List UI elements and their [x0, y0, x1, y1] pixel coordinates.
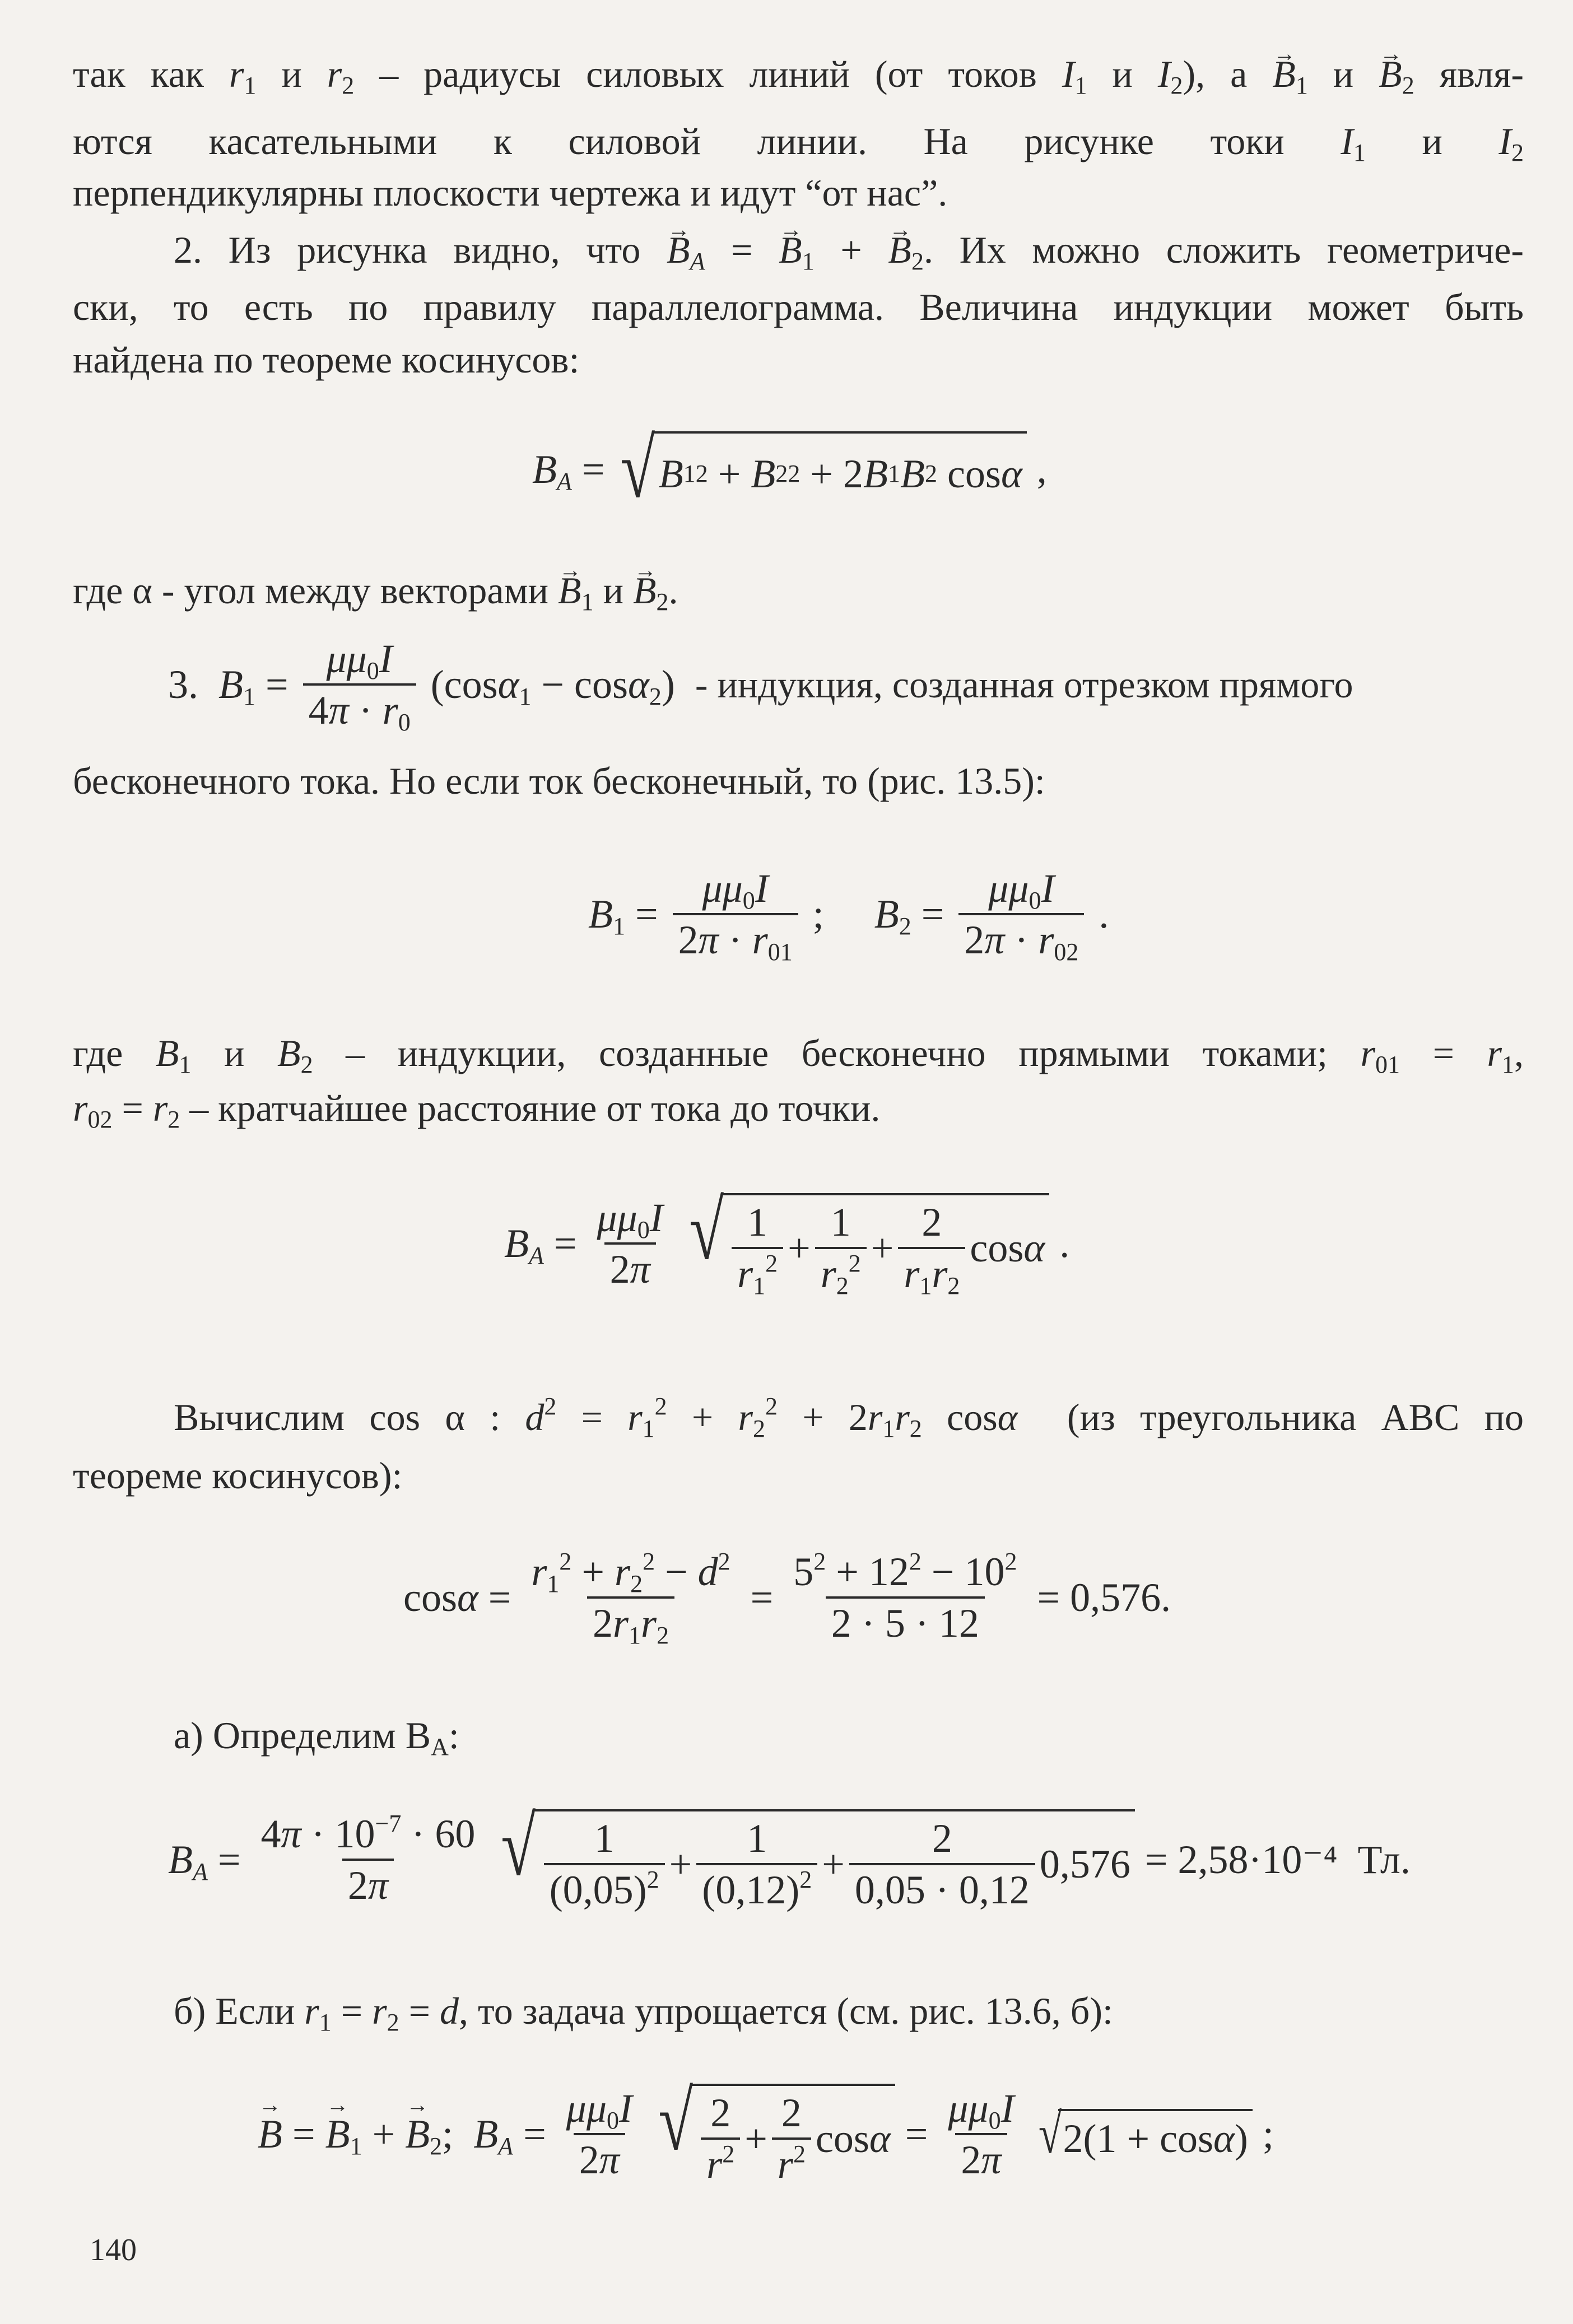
text-line-4: 2. Из рисунка видно, что → $B_A$ = → $B_1$ + → $B_2$. Их можно сложить геометриче- [174, 225, 1524, 274]
text-line-5: ски, то есть по правилу параллелограмма. Величина индукции может быть [73, 286, 1524, 328]
text-line-7: где α - угол между векторами → $B_1$ $и \to B_2$. [73, 566, 1524, 615]
text-line-10: где $B_1$ и $B_2$ – индукции, созданные бесконечно прямыми токами; $r_{01} = r_1$, [73, 1032, 1524, 1078]
equation-ba-cosine: $B_A$ = √ B 1 2 + B 2 2 + 2 B 1 B 2 cos α , [532, 422, 1047, 515]
text-line-11: $r_{02} = r_2$ – кратчайшее расстояние от тока до точки. [73, 1087, 881, 1133]
text-line-12: Вычислим cos α : $d^2 = r_1^2 + r_2^2 + 2r_1r_2$ cosα (из треугольника ABC по [174, 1392, 1524, 1442]
equation-ba-equal-distances: → B = → $B_1$ + → $B_2$; $B_A$ = $\frac{\mu\mu_0I}{2\pi}$ √ $\frac{2}{r^2}$ + $\frac{2}{r^2}$ cos α = $\frac{\mu\mu_0I}{2\pi}$ √ 2(1 + cos α ) ; [258, 2084, 1274, 2185]
text-line-15: б) Если $r_1 = r_2 = d$, то задача упрощается (см. рис. 13.6, б): [174, 1990, 1113, 2036]
text-line-9: бесконечного тока. Но если ток бесконечный, то (рис. 13.5): [73, 760, 1045, 802]
equation-b1-segment: 3. $B_1$ = $\frac{\mu\mu_0I}{4\pi \cdot r_0}$ (cosα$_1$ − cosα$_2$) - индукция, созданная отрезком прямого [168, 636, 1353, 736]
text-line-14: а) Определим $B_A$: [174, 1714, 459, 1761]
page-number: 140 [90, 2233, 137, 2267]
equation-ba-general: $B_A$ = $\frac{\mu\mu_0I}{2\pi}$ √ $\frac{1}{r_1^2}$ + $\frac{1}{r_2^2}$ + $\frac{2}{r_1r_2}$ cos α . [504, 1184, 1070, 1300]
equation-ba-numeric: $B_A$ = $\frac{4\pi \cdot 10^{-7} \cdot 60}{2\pi}$ √ $\frac{1}{(0,05)^2}$ + $\frac{1}{(0,12)^2}$ + $\frac{2}{0,05 \cdot 0,12}$ 0,576 = 2,58·10⁻⁴ Тл. [168, 1800, 1411, 1912]
text-line-6: найдена по теореме косинусов: [73, 338, 580, 381]
equation-b1-b2-infinite: $B_1$ = $\frac{\mu\mu_0I}{2\pi \cdot r_{01}}$ ; $B_2$ = $\frac{\mu\mu_0I}{2\pi \cdot r_{02}}$ . [588, 866, 1109, 966]
text-line-1: так как $r_1$ и $r_2$ – радиусы силовых линий (от токов $I_1$ и $I_2$), $а \to B_1$ $и \to B_2$ явля- [73, 49, 1524, 99]
equation-cos-alpha: cosα = $\frac{r_1^2 + r_2^2 - d^2}{2r_1r_2}$ = $\frac{5^2 + 12^2 - 10^2}{2 \cdot 5 \cdot 12}$ = 0,576. [403, 1548, 1171, 1649]
text-line-2: ются касательными к силовой линии. На рисунке токи $I_1$ и $I_2$ [73, 120, 1524, 166]
text-line-3: перпендикулярны плоскости чертежа и идут “от нас”. [73, 171, 948, 214]
text-line-13: теореме косинусов): [73, 1454, 403, 1497]
